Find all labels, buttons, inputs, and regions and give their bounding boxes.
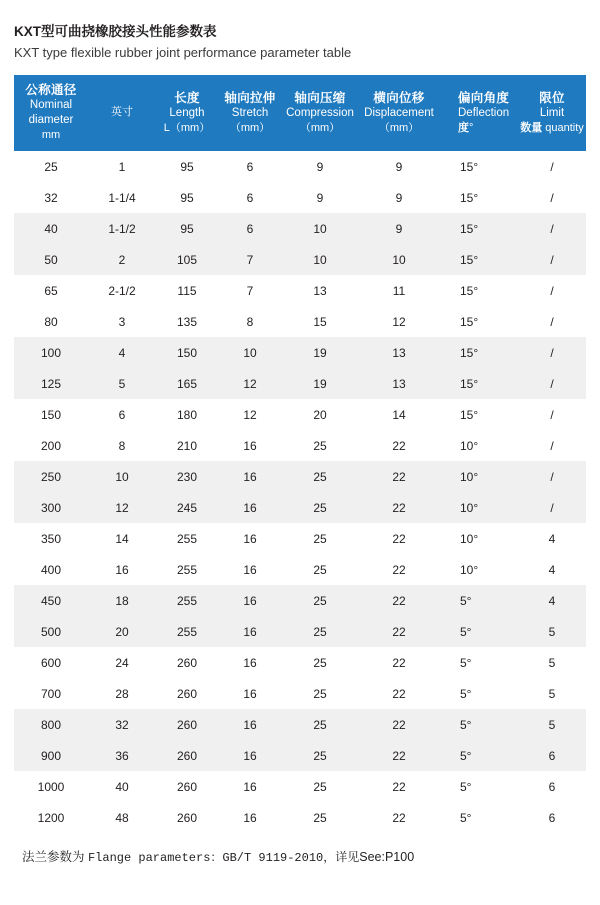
table-cell: 150	[156, 337, 218, 368]
header-inch: 英寸	[88, 75, 156, 151]
table-cell: 95	[180, 190, 194, 205]
table-cell: 80	[44, 314, 58, 329]
table-cell: 65	[44, 283, 58, 298]
table-cell: 5°	[460, 655, 472, 670]
table-cell: 16	[243, 655, 257, 670]
table-cell: 800	[14, 709, 88, 740]
table-cell: 10°	[460, 438, 479, 453]
page-title-en: KXT type flexible rubber joint performance parameter table	[14, 45, 352, 60]
table-row	[14, 647, 586, 678]
table-cell: 25	[313, 438, 327, 453]
table-cell: 15°	[460, 314, 479, 329]
table-cell: 25	[282, 585, 358, 616]
table-cell: 105	[156, 244, 218, 275]
table-cell: 135	[176, 314, 198, 329]
table-cell: 25	[313, 531, 327, 546]
header-limit-unit-en: quantity	[545, 121, 584, 134]
table-row	[14, 492, 586, 523]
table-cell: 40	[115, 779, 129, 794]
table-cell: 6	[118, 407, 126, 422]
table-cell: 15°	[460, 283, 479, 298]
table-cell: 18	[88, 585, 156, 616]
table-cell: 25	[282, 461, 358, 492]
table-cell: 15°	[460, 159, 479, 174]
table-cell: 2-1/2	[108, 283, 136, 298]
table-cell: 95	[180, 159, 194, 174]
table-cell: 6	[218, 213, 282, 244]
table-cell: 5	[88, 368, 156, 399]
table-cell: 4	[548, 562, 556, 577]
table-cell: 50	[14, 244, 88, 275]
table-cell: 25	[282, 492, 358, 523]
table-cell: 230	[156, 461, 218, 492]
table-cell: 6	[548, 810, 556, 825]
table-cell: 500	[14, 616, 88, 647]
table-cell: 8	[246, 314, 254, 329]
table-cell: 25	[282, 740, 358, 771]
table-cell: 165	[156, 368, 218, 399]
table-cell: 1-1/2	[88, 213, 156, 244]
table-row	[14, 337, 586, 368]
header-length: 长度 Length L（mm）	[156, 75, 218, 151]
table-cell: 180	[176, 407, 198, 422]
table-cell: /	[550, 159, 554, 174]
table-cell: 13	[358, 337, 440, 368]
table-cell: 6	[246, 159, 254, 174]
table-cell: 350	[40, 531, 62, 546]
table-cell: 13	[313, 283, 327, 298]
table-cell: 260	[176, 655, 198, 670]
table-cell: 255	[156, 616, 218, 647]
table-cell: 15°	[460, 190, 479, 205]
table-cell: 32	[88, 709, 156, 740]
table-cell: 25	[282, 709, 358, 740]
table-header	[14, 75, 586, 151]
header-deflection: 偏向角度 Deflection 度°	[440, 75, 518, 151]
table-cell: 400	[40, 562, 62, 577]
table-cell: 25	[313, 810, 327, 825]
table-cell: 15	[313, 314, 327, 329]
table-cell: 10	[282, 244, 358, 275]
table-cell: 13	[358, 368, 440, 399]
table-cell: 10°	[460, 562, 479, 577]
table-cell: 95	[156, 213, 218, 244]
table-cell: 10	[218, 337, 282, 368]
table-cell: 260	[176, 779, 198, 794]
table-cell: 15°	[440, 213, 518, 244]
table-cell: 6	[246, 190, 254, 205]
table-cell: 48	[115, 810, 129, 825]
table-cell: 150	[40, 407, 62, 422]
table-cell: 9	[316, 190, 324, 205]
table-row	[14, 616, 586, 647]
table-cell: 16	[218, 616, 282, 647]
header-limit-unit-cn: 数量	[520, 121, 543, 134]
table-cell: 20	[313, 407, 327, 422]
table-cell: /	[550, 190, 554, 205]
table-row	[14, 430, 586, 461]
table-cell: 22	[392, 686, 406, 701]
table-cell: 300	[14, 492, 88, 523]
table-cell: 25	[282, 616, 358, 647]
table-cell: 5°	[460, 810, 472, 825]
table-cell: 12	[243, 407, 257, 422]
table-cell: 115	[177, 283, 197, 298]
table-cell: 12	[218, 368, 282, 399]
table-cell: 5°	[460, 686, 472, 701]
table-row	[14, 306, 586, 337]
table-cell: 10	[358, 244, 440, 275]
header-limit: 限位 Limit 数量 quantity	[518, 75, 586, 151]
table-cell: 9	[316, 159, 324, 174]
footer-note-ref: See:P100	[359, 850, 415, 864]
table-row	[14, 771, 586, 802]
table-cell: 19	[282, 337, 358, 368]
table-cell: 25	[313, 655, 327, 670]
table-cell: 8	[118, 438, 126, 453]
table-cell: 22	[358, 492, 440, 523]
table-cell: 25	[313, 779, 327, 794]
header-displacement: 横向位移 Displacement （mm）	[358, 75, 440, 151]
table-row	[14, 802, 586, 833]
table-cell: /	[550, 314, 554, 329]
table-cell: 15°	[440, 244, 518, 275]
footer-note-en: Flange parameters	[87, 851, 211, 865]
table-cell: 16	[218, 740, 282, 771]
table-cell: /	[518, 461, 586, 492]
table-cell: 22	[392, 438, 406, 453]
table-cell: 4	[88, 337, 156, 368]
table-row	[14, 399, 586, 430]
table-cell: 16	[218, 585, 282, 616]
table-cell: /	[518, 244, 586, 275]
table-cell: 5°	[440, 616, 518, 647]
table-cell: 2	[88, 244, 156, 275]
table-cell: 12	[88, 492, 156, 523]
table-cell: 16	[243, 686, 257, 701]
table-cell: 16	[218, 492, 282, 523]
table-cell: 16	[243, 562, 257, 577]
table-cell: 10°	[440, 461, 518, 492]
table-cell: 6	[518, 740, 586, 771]
table-cell: 15°	[440, 368, 518, 399]
table-cell: 1-1/4	[108, 190, 136, 205]
footer-note-standard: ：GB/T 9119-2010，详见	[210, 851, 360, 865]
table-cell: /	[550, 283, 554, 298]
table-cell: 5	[548, 655, 556, 670]
table-cell: 100	[14, 337, 88, 368]
table-cell: 16	[243, 810, 257, 825]
table-cell: 5°	[440, 740, 518, 771]
table-cell: 22	[358, 585, 440, 616]
table-cell: 20	[88, 616, 156, 647]
table-cell: 260	[176, 686, 198, 701]
table-cell: 7	[246, 283, 254, 298]
table-cell: 250	[14, 461, 88, 492]
footer-note-cn-pre: 法兰参数为	[22, 850, 88, 864]
table-cell: 9	[358, 213, 440, 244]
table-cell: 5°	[440, 709, 518, 740]
table-cell: 245	[156, 492, 218, 523]
table-cell: 3	[118, 314, 126, 329]
table-cell: 5	[518, 709, 586, 740]
table-cell: 15°	[460, 407, 479, 422]
table-cell: 22	[358, 709, 440, 740]
table-cell: 1000	[37, 779, 65, 794]
table-cell: 5	[518, 616, 586, 647]
table-cell: 4	[548, 531, 556, 546]
table-row	[14, 709, 586, 740]
table-cell: 22	[392, 655, 406, 670]
table-row	[14, 585, 586, 616]
table-cell: 22	[358, 616, 440, 647]
table-cell: 16	[115, 562, 129, 577]
table-cell: 5°	[440, 585, 518, 616]
table-cell: 16	[218, 461, 282, 492]
table-cell: 12	[392, 314, 406, 329]
table-row	[14, 213, 586, 244]
header-compression: 轴向压缩 Compression （mm）	[282, 75, 358, 151]
table-cell: 10	[282, 213, 358, 244]
table-cell: 36	[88, 740, 156, 771]
table-row	[14, 461, 586, 492]
table-cell: /	[518, 492, 586, 523]
table-cell: 14	[392, 407, 406, 422]
header-deflection-unit-cn: 度	[458, 121, 469, 134]
table-cell: 255	[176, 531, 198, 546]
table-row	[14, 678, 586, 709]
table-cell: /	[518, 337, 586, 368]
table-cell: /	[550, 407, 554, 422]
header-row	[14, 75, 586, 151]
header-nominal-diameter: 公称通径 Nominal diameter mm	[14, 75, 88, 151]
spec-table	[14, 75, 586, 833]
table-cell: /	[518, 213, 586, 244]
table-cell: 19	[282, 368, 358, 399]
table-cell: 22	[392, 779, 406, 794]
table-cell: 14	[115, 531, 129, 546]
table-row	[14, 554, 586, 585]
table-cell: /	[518, 368, 586, 399]
header-deflection-unit-sym: °	[469, 121, 474, 134]
table-row	[14, 244, 586, 275]
table-cell: 25	[44, 159, 58, 174]
table-body	[14, 151, 586, 833]
table-cell: 22	[358, 461, 440, 492]
footer-note	[14, 847, 586, 868]
table-cell: 28	[115, 686, 129, 701]
table-cell: 260	[156, 709, 218, 740]
table-cell: 900	[14, 740, 88, 771]
table-cell: 600	[40, 655, 62, 670]
table-cell: 1200	[37, 810, 65, 825]
table-cell: 5°	[460, 779, 472, 794]
table-row	[14, 275, 586, 306]
table-cell: 16	[243, 779, 257, 794]
table-row	[14, 151, 586, 182]
table-cell: 16	[243, 438, 257, 453]
page-title-cn: KXT型可曲挠橡胶接头性能参数表	[14, 24, 217, 39]
header-stretch: 轴向拉伸 Stretch （mm）	[218, 75, 282, 151]
table-cell: 22	[358, 740, 440, 771]
table-cell: 16	[218, 709, 282, 740]
table-cell: 1	[118, 159, 126, 174]
table-row	[14, 523, 586, 554]
table-cell: 260	[156, 740, 218, 771]
table-cell: 5	[548, 686, 556, 701]
table-cell: 4	[518, 585, 586, 616]
table-cell: 7	[218, 244, 282, 275]
table-cell: 22	[392, 562, 406, 577]
table-row	[14, 182, 586, 213]
table-cell: 210	[176, 438, 198, 453]
table-cell: 10°	[440, 492, 518, 523]
table-cell: 15°	[440, 337, 518, 368]
table-cell: 24	[115, 655, 129, 670]
table-cell: 22	[392, 810, 406, 825]
table-cell: 255	[156, 585, 218, 616]
table-cell: 40	[14, 213, 88, 244]
table-cell: 16	[243, 531, 257, 546]
table-cell: 700	[40, 686, 62, 701]
table-cell: 255	[176, 562, 198, 577]
table-cell: /	[550, 438, 554, 453]
table-cell: 450	[14, 585, 88, 616]
table-cell: 10°	[460, 531, 479, 546]
table-cell: 9	[395, 159, 403, 174]
table-cell: 260	[176, 810, 198, 825]
table-cell: 200	[40, 438, 62, 453]
table-cell: 32	[44, 190, 58, 205]
table-row	[14, 368, 586, 399]
table-cell: 9	[395, 190, 403, 205]
table-row	[14, 740, 586, 771]
table-cell: 10	[88, 461, 156, 492]
table-cell: 125	[14, 368, 88, 399]
table-cell: 25	[313, 562, 327, 577]
table-cell: 22	[392, 531, 406, 546]
table-cell: 11	[392, 283, 406, 298]
table-cell: 25	[313, 686, 327, 701]
table-cell: 6	[548, 779, 556, 794]
